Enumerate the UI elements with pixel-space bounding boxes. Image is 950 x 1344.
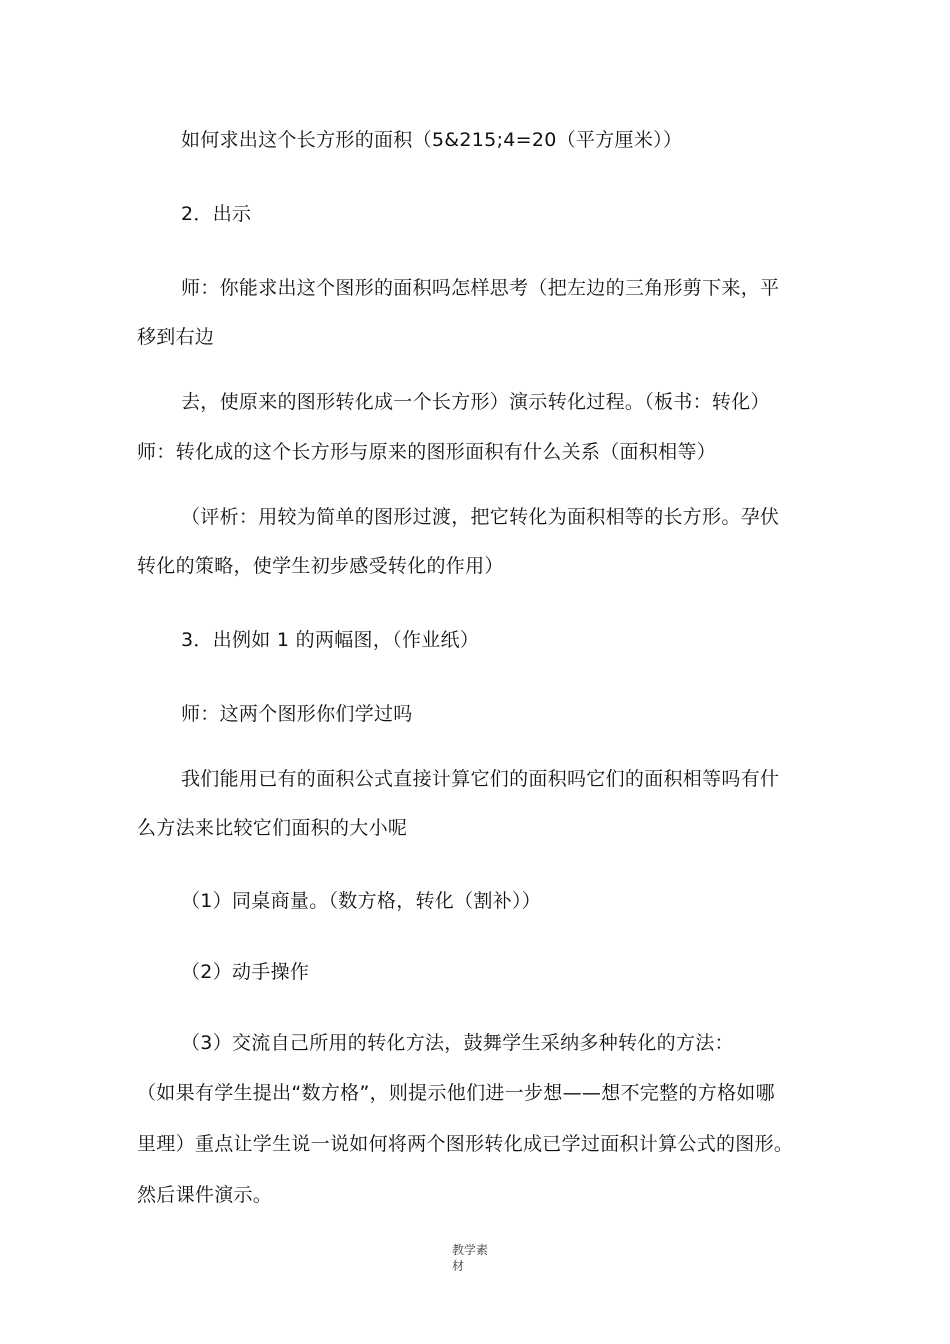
text-line-10: 师：这两个图形你们学过吗 xyxy=(181,703,413,725)
footer-line-1: 教学素 xyxy=(452,1243,489,1257)
text-line-16: （如果有学生提出“数方格”，则提示他们进一步想——想不完整的方格如哪 xyxy=(137,1082,775,1104)
text-line-7: （评析：用较为简单的图形过渡，把它转化为面积相等的长方形。孕伏 xyxy=(181,506,780,528)
text-line-14: （2）动手操作 xyxy=(181,961,310,983)
page-footer xyxy=(452,1242,488,1274)
text-line-11: 我们能用已有的面积公式直接计算它们的面积吗它们的面积相等吗有什 xyxy=(181,768,780,790)
text-line-2: 2．出示 xyxy=(181,203,252,225)
text-line-6: 师：转化成的这个长方形与原来的图形面积有什么关系（面积相等） xyxy=(137,441,717,463)
text-line-5: 去，使原来的图形转化成一个长方形）演示转化过程。（板书：转化） xyxy=(181,391,770,413)
footer-line-2: 材 xyxy=(452,1259,465,1273)
text-line-13: （1）同桌商量。（数方格，转化（割补）） xyxy=(181,890,542,912)
text-line-9: 3．出例如 1 的两幅图，（作业纸） xyxy=(181,629,480,651)
text-line-12: 么方法来比较它们面积的大小呢 xyxy=(137,817,408,839)
text-line-15: （3）交流自己所用的转化方法，鼓舞学生采纳多种转化的方法： xyxy=(181,1032,734,1054)
text-line-1: 如何求出这个长方形的面积（5&215;4=20（平方厘米）） xyxy=(181,129,683,151)
text-line-18: 然后课件演示。 xyxy=(137,1184,273,1206)
text-line-8: 转化的策略，使学生初步感受转化的作用） xyxy=(137,555,504,577)
text-line-3: 师：你能求出这个图形的面积吗怎样思考（把左边的三角形剪下来，平 xyxy=(181,277,780,299)
text-line-4: 移到右边 xyxy=(137,326,215,348)
text-line-17: 里理）重点让学生说一说如何将两个图形转化成已学过面积计算公式的图形。 xyxy=(137,1133,794,1155)
